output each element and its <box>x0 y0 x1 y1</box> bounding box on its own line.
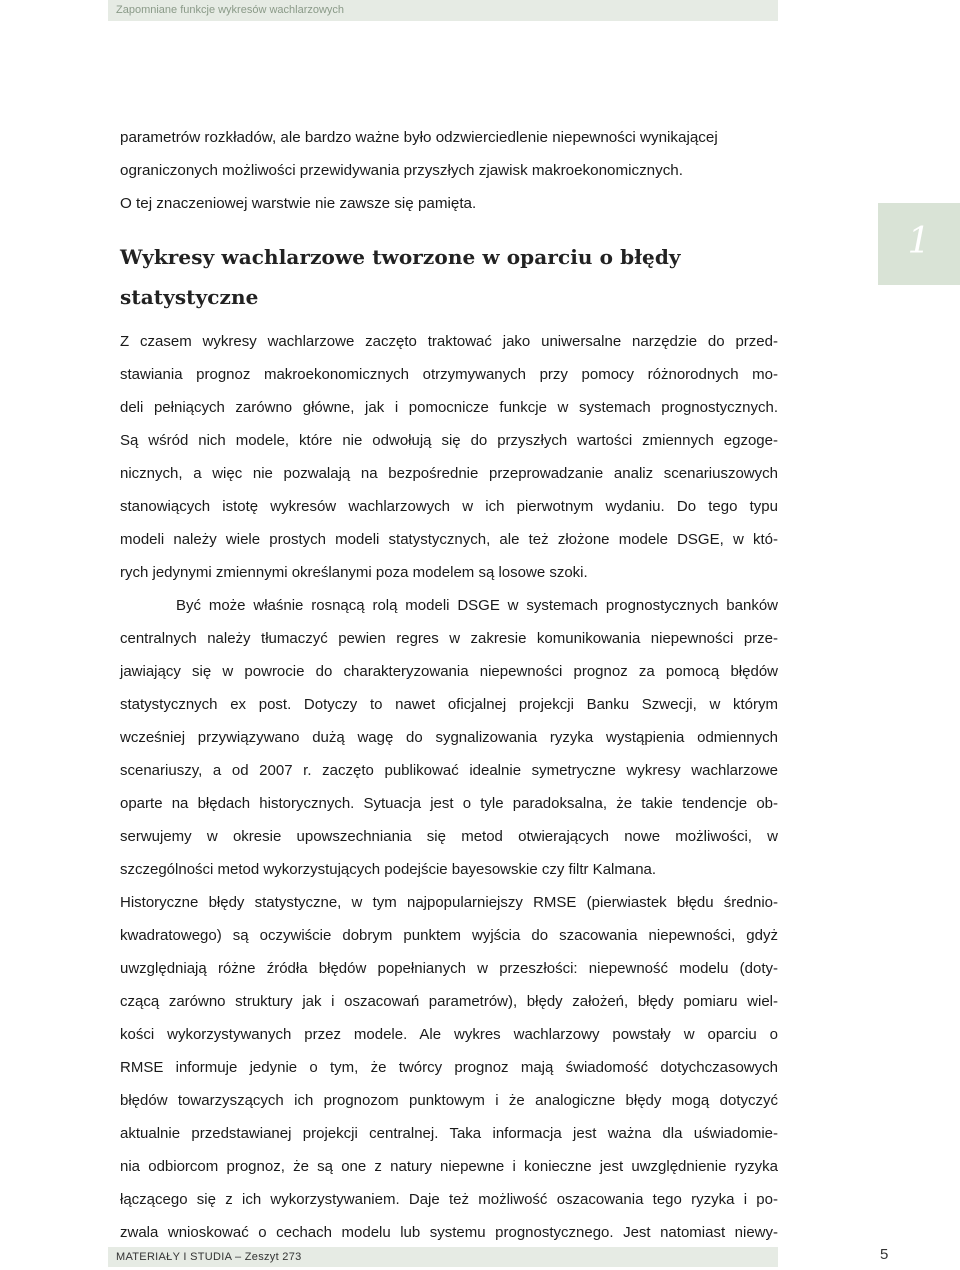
text-line: scenariuszy, a od 2007 r. zaczęto publikować idealnie symetryczne wykresy wachlarzowe <box>120 762 778 779</box>
text-line: Być może właśnie rosnącą rolą modeli DSGE w systemach prognostycznych banków <box>176 597 778 614</box>
text-line: stawiania prognoz makroekonomicznych otrzymywanych przy pomocy różnorodnych mo- <box>120 366 778 383</box>
section-heading: Wykresy wachlarzowe tworzone w oparciu o błędy statystyczne <box>120 245 681 309</box>
text-line: deli pełniących zarówno główne, jak i pomocnicze funkcje w systemach prognostycznych. <box>120 399 778 416</box>
text-line: parametrów rozkładów, ale bardzo ważne było odzwierciedlenie niepewności wynikającej <box>120 129 718 146</box>
text-line: statystycznych ex post. Dotyczy to nawet oficjalnej projekcji Banku Szwecji, w którym <box>120 696 778 713</box>
text-line: wcześniej przywiązywano dużą wagę do sygnalizowania ryzyka wystąpienia odmiennych <box>120 729 778 746</box>
text-line: uwzględniają różne źródła błędów popełnianych w przeszłości: niepewność modelu (doty- <box>120 960 778 977</box>
page-content <box>120 121 778 1249</box>
text-line: błędów towarzyszących ich prognozom punktowym i że analogiczne błędy mogą dotyczyć <box>120 1092 778 1109</box>
text-line: O tej znaczeniowej warstwie nie zawsze się pamięta. <box>120 195 477 212</box>
running-header-title: Zapomniane funkcje wykresów wachlarzowych <box>116 4 345 16</box>
text-line: jawiający się w powrocie do charakteryzowania niepewności prognoz za pomocą błędów <box>120 663 778 680</box>
text-line: nicznych, a więc nie pozwalają na bezpośrednie przeprowadzanie analiz scenariuszowych <box>120 465 778 482</box>
text-line: rych jedynymi zmiennymi określanymi poza modelem są losowe szoki. <box>120 564 588 581</box>
text-line: Z czasem wykresy wachlarzowe zaczęto traktować jako uniwersalne narzędzie do przed- <box>120 333 778 350</box>
text-line: stanowiących istotę wykresów wachlarzowych w ich pierwotnym wydaniu. Do tego typu <box>120 498 778 515</box>
chapter-number: 1 <box>907 221 931 262</box>
chapter-tab <box>878 203 960 285</box>
paragraph-2 <box>120 589 778 886</box>
text-line: nia odbiorcom prognoz, że są one z natury niepewne i konieczne jest uwzględnienie ryzyka <box>120 1158 778 1175</box>
running-header-bar <box>108 0 778 21</box>
text-line: ograniczonych możliwości przewidywania przyszłych zjawisk makroekonomicznych. <box>120 162 683 179</box>
text-line: czącą zarówno struktury jak i oszacowań parametrów), błędy założeń, błędy pomiaru wiel- <box>120 993 778 1010</box>
text-line: RMSE informuje jedynie o tym, że twórcy prognoz mają świadomość dotychczasowych <box>120 1059 778 1076</box>
text-line: serwujemy w okresie upowszechniania się metod otwierających nowe możliwości, w <box>120 828 778 845</box>
text-line: zwala wnioskować o cechach modelu lub systemu prognostycznego. Jest natomiast niewy- <box>120 1224 778 1241</box>
text-line: szczególności metod wykorzystujących podejście bayesowskie czy filtr Kalmana. <box>120 861 657 878</box>
text-line: kości wykorzystywanych przez modele. Ale wykres wachlarzowy powstały w oparciu o <box>120 1026 778 1043</box>
text-line: oparte na błędach historycznych. Sytuacja jest o tyle paradoksalna, że takie tendencje ob- <box>120 795 778 812</box>
text-line: centralnych należy tłumaczyć pewien regres w zakresie komunikowania niepewności prze- <box>120 630 778 647</box>
text-line: aktualnie przedstawianej projekcji centralnej. Taka informacja jest ważna dla uświadomie- <box>120 1125 778 1142</box>
paragraph-3 <box>120 886 778 1249</box>
footer-bar <box>108 1247 778 1267</box>
text-line: łączącego się z ich wykorzystywaniem. Daje też możliwość oszacowania tego ryzyka i po- <box>120 1191 778 1208</box>
page-number: 5 <box>880 1246 889 1263</box>
footer-publication: MATERIAŁY I STUDIA – Zeszyt 273 <box>116 1251 302 1263</box>
paragraph-1 <box>120 325 778 589</box>
text-line: kwadratowego) są oczywiście dobrym punktem wyjścia do szacowania niepewności, gdyż <box>120 927 778 944</box>
text-line: Są wśród nich modele, które nie odwołują się do przyszłych wartości zmiennych egzoge- <box>120 432 778 449</box>
text-line: Historyczne błędy statystyczne, w tym najpopularniejszy RMSE (pierwiastek błędu średnio- <box>120 894 778 911</box>
intro-paragraph <box>120 121 778 220</box>
text-line: modeli należy wiele prostych modeli statystycznych, ale też złożone modele DSGE, w któ- <box>120 531 778 548</box>
